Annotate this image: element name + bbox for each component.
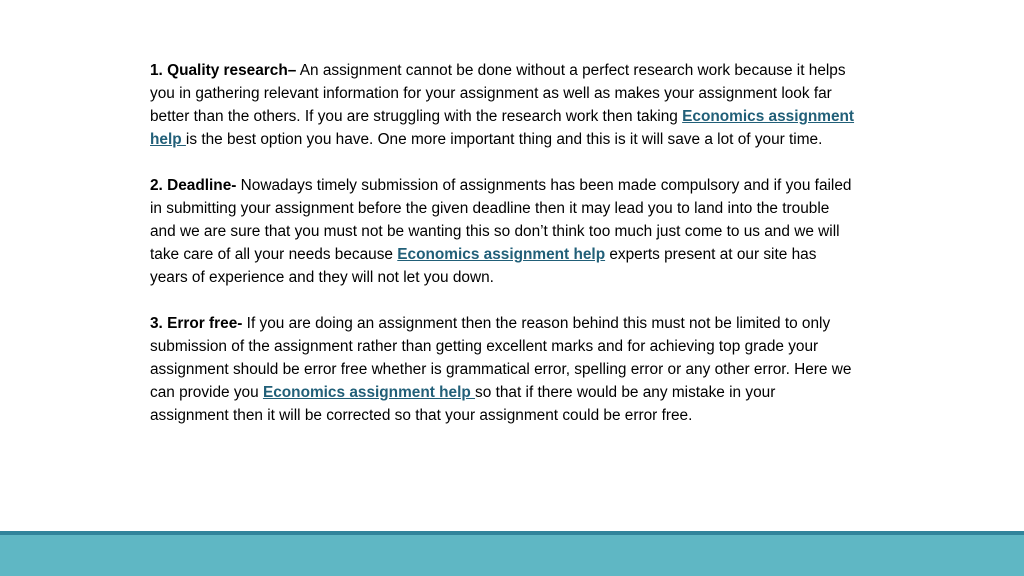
- paragraph-text: Nowadays timely submission of assignments has been made compulsory and if you failed in submitting your assignment before the given deadline then it may lead you to land into the trouble and we are sure that you must not be wanting this so don’t think too much just come to us and we will take care of all your needs because: [150, 177, 852, 263]
- economics-assignment-help-link[interactable]: Economics assignment help: [262, 384, 476, 401]
- paragraph-heading: 2. Deadline-: [150, 177, 237, 194]
- paragraph-text: so that if there would be any mistake in your assignment then it will be corrected so that your assignment could be error free.: [150, 384, 776, 424]
- paragraph-text: experts present at our site has years of experience and they will not let you down.: [150, 246, 817, 286]
- paragraph-error-free: [150, 312, 856, 427]
- paragraph-deadline: [150, 174, 856, 289]
- paragraph-heading: 3. Error free-: [150, 315, 243, 332]
- economics-assignment-help-link[interactable]: Economics assignment help: [150, 108, 855, 148]
- footer-band: [0, 535, 1024, 576]
- economics-assignment-help-link[interactable]: Economics assignment help: [397, 246, 606, 263]
- paragraph-text: If you are doing an assignment then the reason behind this must not be limited to only submission of the assignment rather than getting excellent marks and for achieving top grade your assignment should be error free whether is grammatical error, spelling error or any other error. Here we can provide you: [150, 315, 852, 401]
- paragraph-heading: 1. Quality research–: [150, 62, 297, 79]
- paragraph-text: is the best option you have. One more important thing and this is it will save a lot of your time.: [185, 131, 823, 148]
- paragraph-text: An assignment cannot be done without a perfect research work because it helps you in gathering relevant information for your assignment as well as makes your assignment look far better than the others. If you are struggling with the research work then taking: [150, 62, 846, 125]
- paragraph-quality-research: [150, 59, 856, 151]
- content-body: [150, 59, 856, 450]
